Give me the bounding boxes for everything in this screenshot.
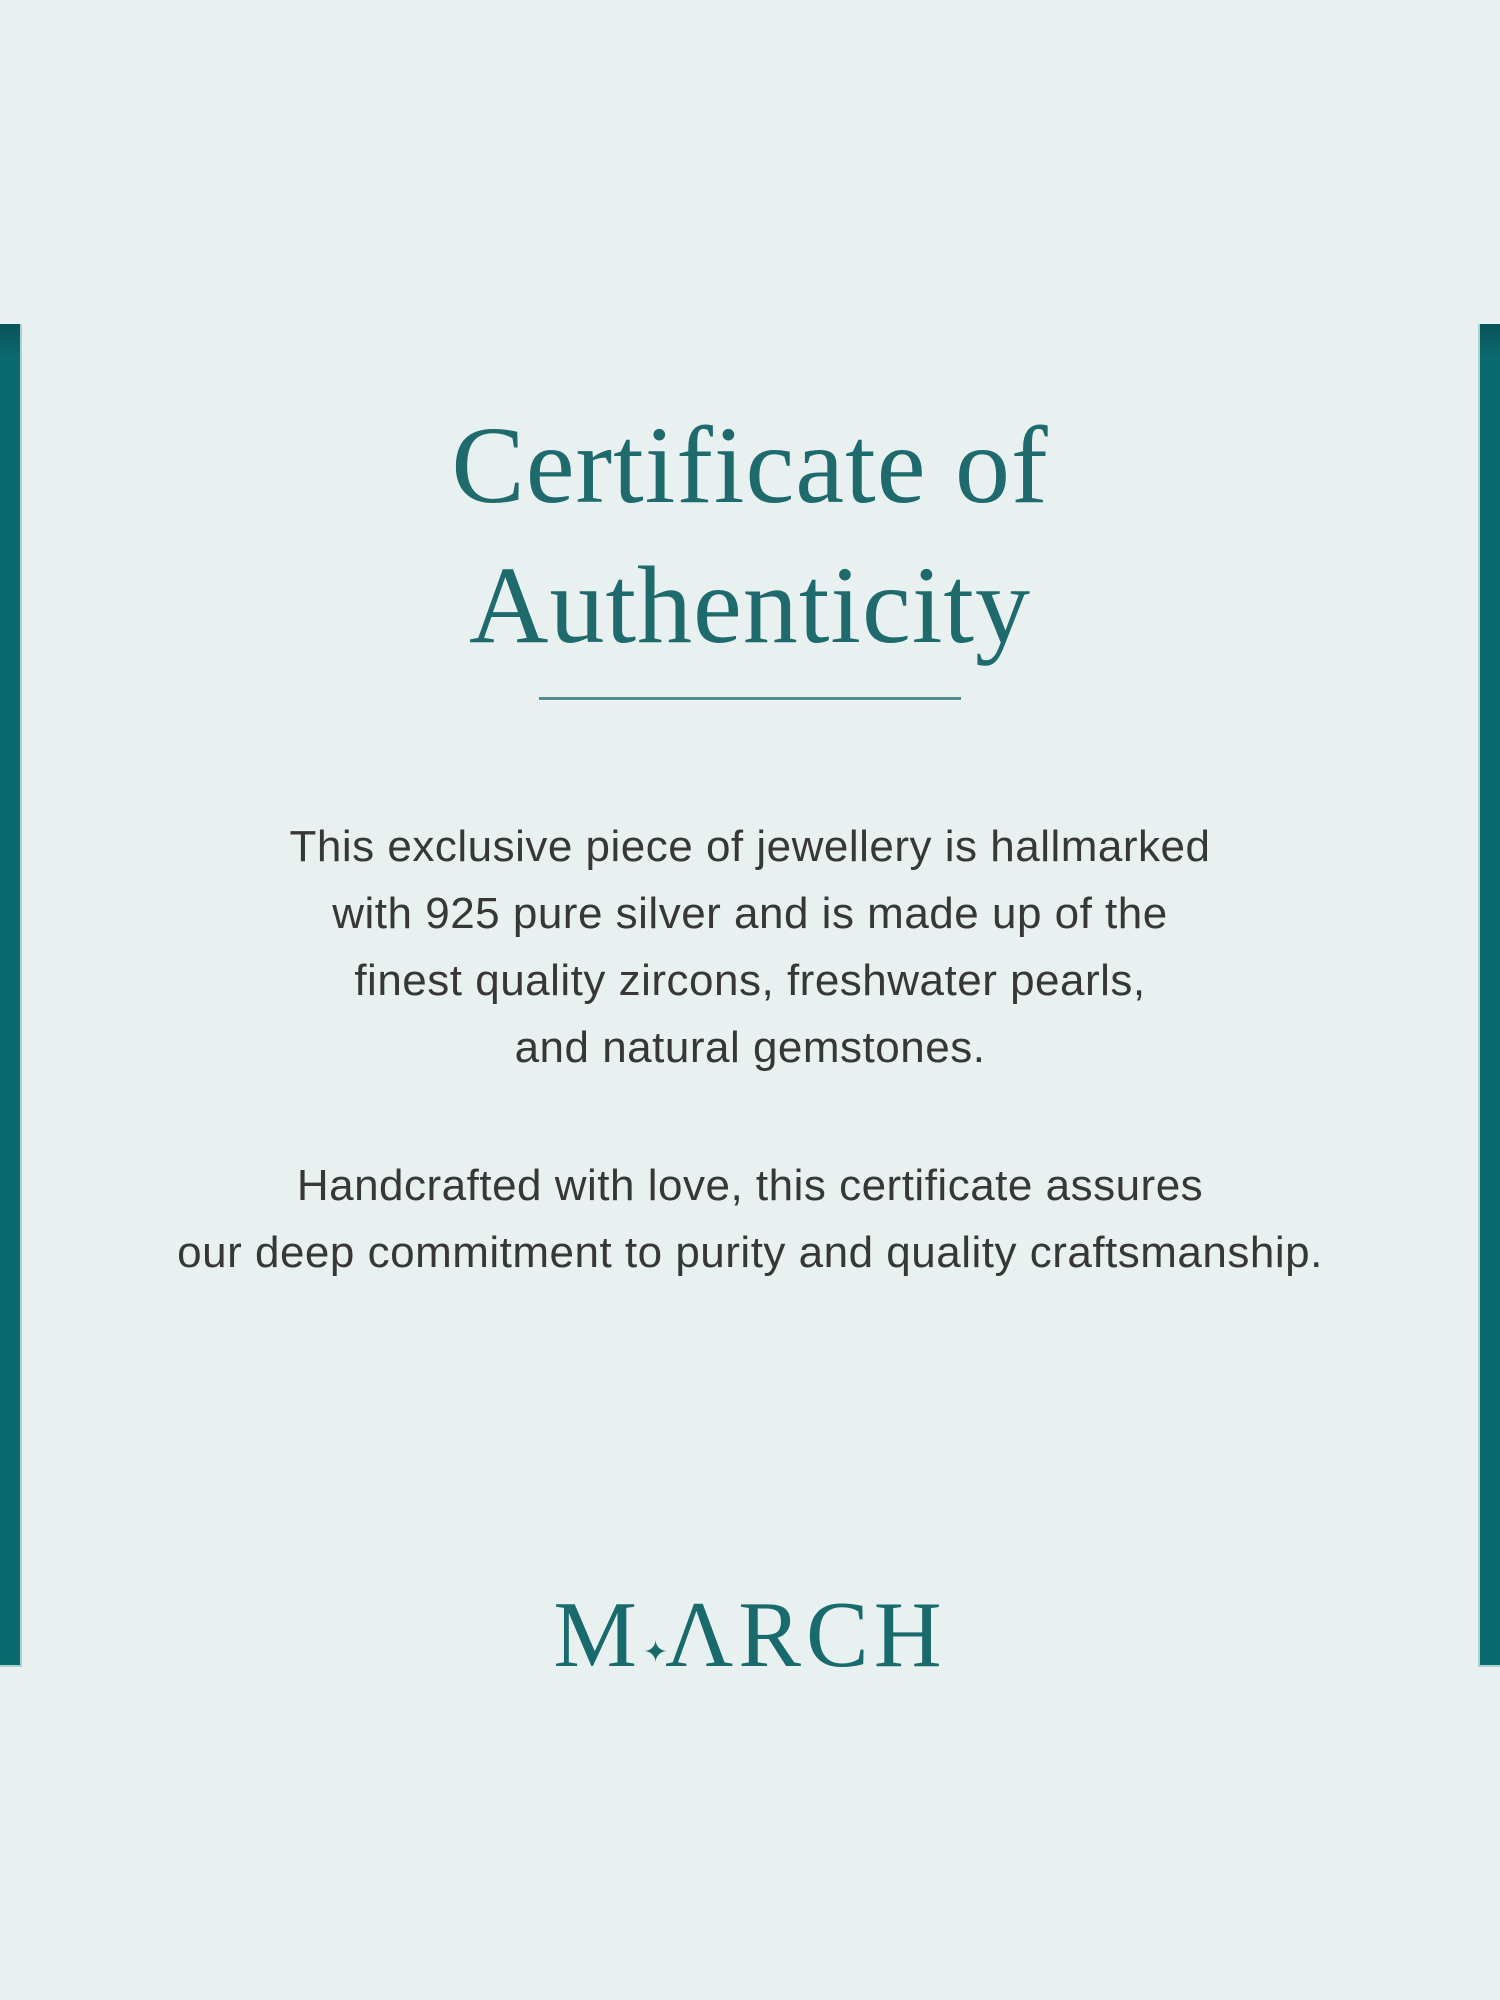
brand-letters-arch: ΛRCH	[665, 1583, 947, 1687]
sparkle-icon: ✦	[643, 1635, 669, 1670]
assurance-line: Handcrafted with love, this certificate assures	[296, 1161, 1204, 1210]
certificate-title	[0, 395, 1500, 675]
brand-letter-m: M	[553, 1583, 642, 1687]
description-line: finest quality zircons, freshwater pearls,	[354, 956, 1146, 1005]
description-line: with 925 pure silver and is made up of the	[332, 889, 1168, 938]
description-paragraph	[0, 813, 1500, 1081]
title-line-2: Authenticity	[469, 544, 1031, 666]
title-line-1: Certificate of	[451, 404, 1049, 526]
description-line: This exclusive piece of jewellery is hallmarked	[289, 822, 1211, 871]
brand-logo	[0, 1583, 1500, 1704]
title-divider	[539, 697, 961, 700]
assurance-paragraph	[0, 1152, 1500, 1286]
assurance-line: our deep commitment to purity and quality craftsmanship.	[177, 1228, 1323, 1277]
description-line: and natural gemstones.	[514, 1023, 986, 1072]
